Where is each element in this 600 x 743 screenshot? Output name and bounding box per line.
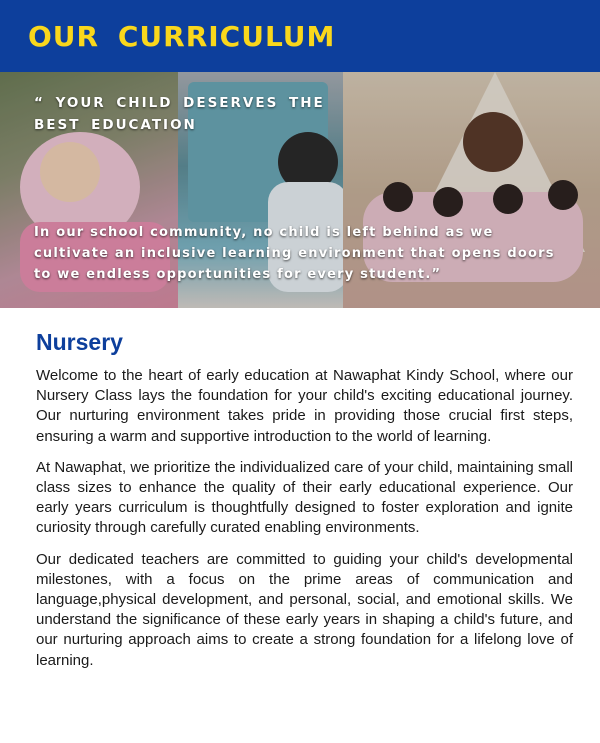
classroom-photo-banner — [0, 72, 600, 308]
page-header — [0, 0, 600, 72]
page-title: OUR CURRICULUM — [28, 20, 336, 53]
paragraph: At Nawaphat, we prioritize the individualized care of your child, maintaining small class sizes to enhance the quality of their early educational experience. Our early years curriculum is thoughtfully designed to foster exploration and ignite curiosity through carefully curated enabling environments. — [36, 458, 573, 537]
paragraph: Welcome to the heart of early education at Nawaphat Kindy School, where our Nursery Class lays the foundation for your child's exciting educational journey. Our nurturing environment takes pride in providing those crucial first steps, ensuring a warm and supportive introduction to the world of learning. — [36, 367, 573, 445]
quote-body: In our school community, no child is left behind as we cultivate an inclusive learning environment that opens doors to we endless opportunities for every student.” — [34, 225, 555, 282]
section-content — [36, 366, 573, 682]
paragraph: Our dedicated teachers are committed to guiding your child's developmental milestones, with a focus on the prime areas of communication and language,physical development, and personal, social, and emotional skills. We understand the significance of these early years in shaping a child's future, and our nurturing approach aims to create a strong foundation for a lifelong love of learning. — [36, 550, 573, 669]
quote-title: “ YOUR CHILD DESERVES THE BEST EDUCATION — [34, 95, 325, 133]
section-title: Nursery — [36, 329, 123, 355]
